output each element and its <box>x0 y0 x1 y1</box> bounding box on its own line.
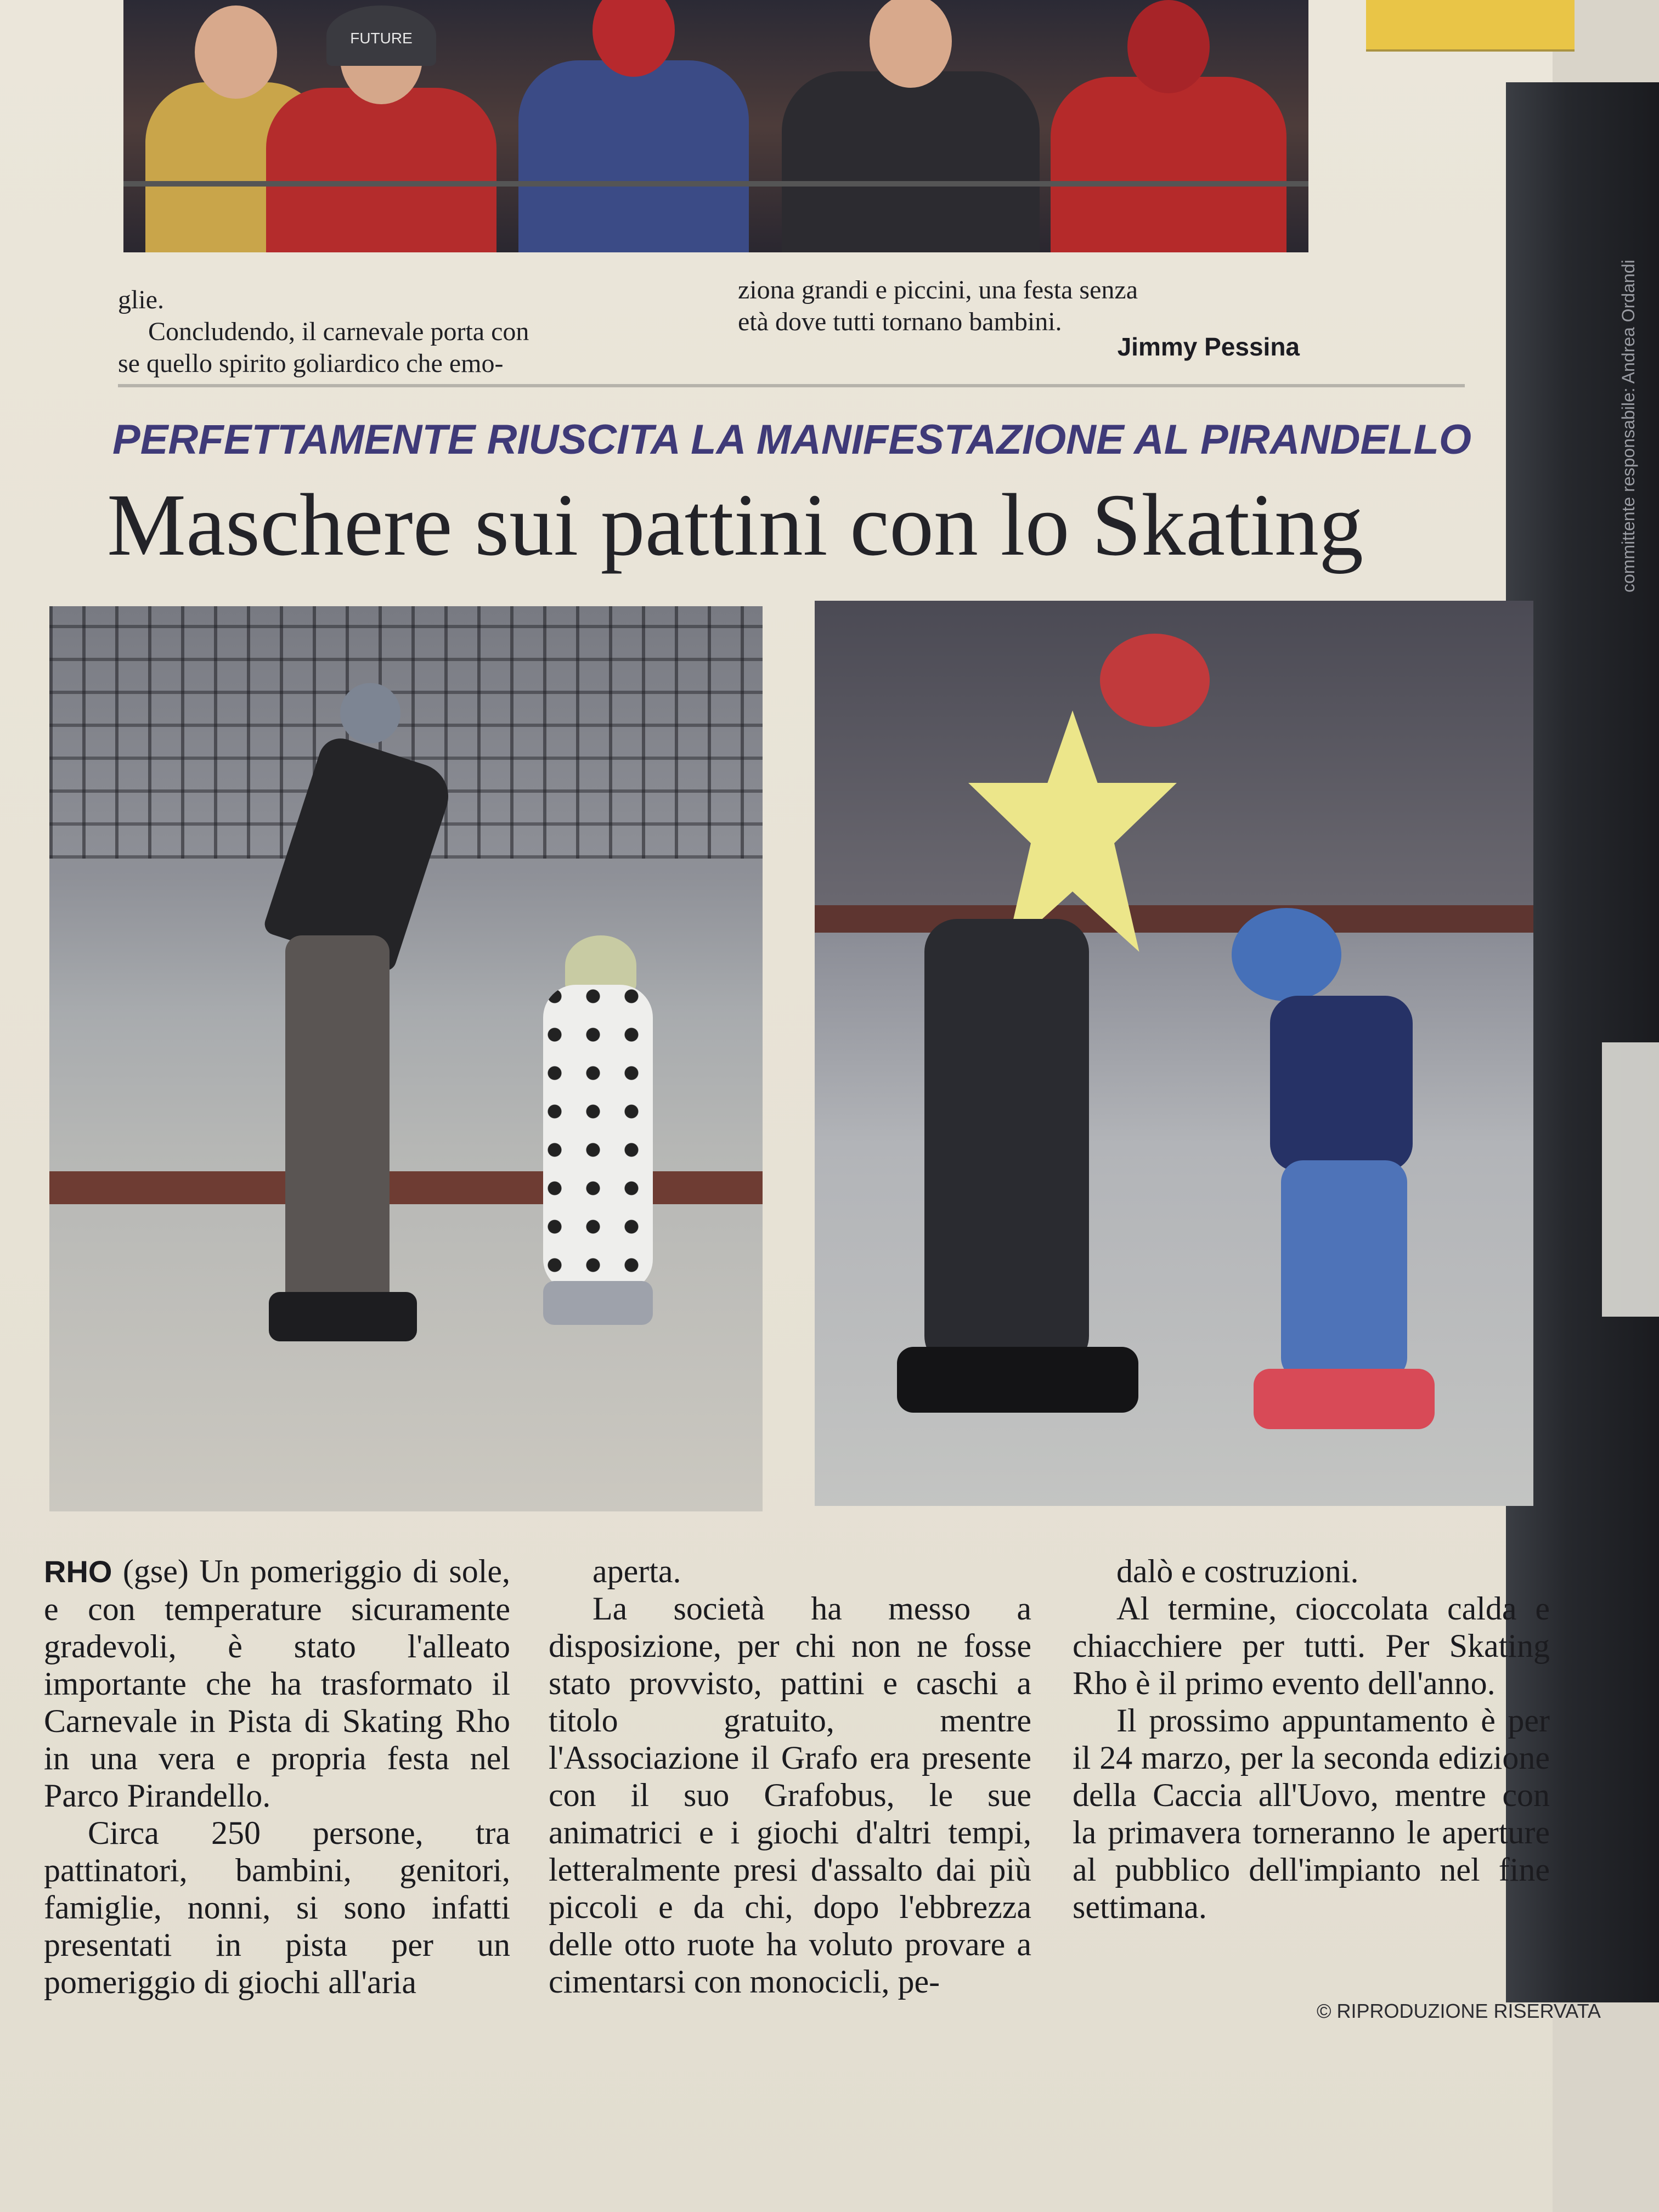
child-skates <box>1254 1369 1435 1429</box>
article-column-3 <box>1073 1553 1550 1926</box>
article-column-1 <box>44 1553 510 2001</box>
paragraph: dalò e costruzioni. <box>1116 1553 1359 1589</box>
caption-line: Concludendo, il carnevale porta con <box>148 317 529 346</box>
article-column-2 <box>549 1553 1031 2000</box>
section-divider <box>118 384 1465 387</box>
paragraph: Il prossimo appuntamento è per il 24 marzo, per la seconda edizione della Caccia all'Uovo, mentre con la primavera torneranno le aperture al pubblico dell'impianto nel fine settimana. <box>1073 1702 1550 1925</box>
caption-line: se quello spirito goliardico che emo- <box>118 349 504 378</box>
child-dalmatian-costume <box>543 985 653 1292</box>
paragraph-text: (gse) Un pomeriggio di sole, e con temperature sicuramente gradevoli, è stato l'alleato importante che ha trasformato il Carnevale in Pista di Skating Rho in una vera e propria festa nel Parco Pirandello. <box>44 1553 510 1814</box>
caption-line: ziona grandi e piccini, una festa senza <box>738 275 1138 304</box>
caption-line: glie. <box>118 285 164 314</box>
adjacent-light-patch <box>1602 1042 1659 1317</box>
dateline: RHO <box>44 1554 112 1589</box>
previous-article-col1 <box>118 284 680 380</box>
paragraph <box>44 1553 510 1814</box>
skater-legs <box>285 935 390 1308</box>
helmet <box>1100 634 1210 727</box>
inline-skates <box>897 1347 1138 1413</box>
adjacent-page-corner <box>1366 0 1575 52</box>
rink-board <box>815 905 1533 933</box>
author-signature: Jimmy Pessina <box>1117 332 1300 361</box>
caption-line: età dove tutti tornano bambini. <box>738 307 1062 336</box>
article-kicker: PERFETTAMENTE RIUSCITA LA MANIFESTAZIONE AL PIRANDELLO <box>112 416 1471 463</box>
paragraph: aperta. <box>592 1553 681 1589</box>
previous-article-col2 <box>738 274 1303 338</box>
paragraph: Al termine, cioccolata calda e chiacchiere per tutti. Per Skating Rho è il primo evento dell'anno. <box>1073 1590 1550 1701</box>
paragraph: La società ha messo a disposizione, per chi non ne fosse stato provvisto, pattini e caschi a titolo gratuito, mentre l'Associazione il Grafo era presente con il suo Grafobus, le sue animatrici e i giochi d'altri tempi, letteralmente presi d'assalto dai più piccoli e da chi, dopo l'ebbrezza delle otto ruote ha voluto provare a cimentarsi con monocicli, pe- <box>549 1590 1031 2000</box>
paragraph: Circa 250 persone, tra pattinatori, bambini, genitori, famiglie, nonni, si sono infatti presentati in pista per un pomeriggio di giochi all'aria <box>44 1815 510 2000</box>
inline-skates <box>269 1292 417 1341</box>
vertical-credit-text: committente responsabile: Andrea Ordandi <box>1618 259 1638 592</box>
child-helmet <box>1232 908 1341 1001</box>
skater-legs <box>924 919 1089 1369</box>
carnival-crowd-photo <box>123 0 1308 252</box>
skating-photo-right <box>815 601 1533 1506</box>
child-skates <box>543 1281 653 1325</box>
article-headline: Maschere sui pattini con lo Skating <box>107 476 1364 574</box>
child-jacket <box>1270 996 1413 1171</box>
rink-board <box>49 1171 763 1204</box>
hat-text: FUTURE <box>326 5 436 66</box>
skating-photo-left <box>49 606 763 1511</box>
child-trousers <box>1281 1160 1407 1380</box>
copyright-notice: © RIPRODUZIONE RISERVATA <box>1317 2000 1601 2022</box>
helmet <box>340 683 400 743</box>
